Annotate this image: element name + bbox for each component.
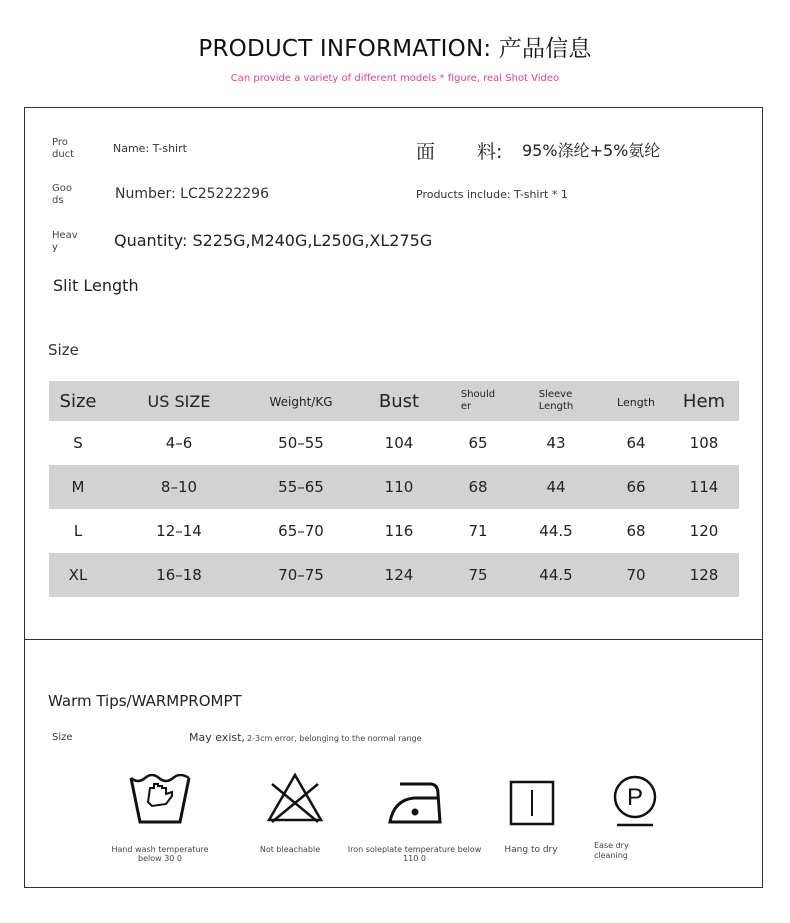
no-bleach-caption: Not bleachable xyxy=(259,845,321,854)
cell-length: 68 xyxy=(626,522,646,540)
header-bust: Bust xyxy=(378,390,420,412)
heavy-label: Heav y xyxy=(52,230,78,253)
slit-length: Slit Length xyxy=(53,276,139,295)
fabric-label-2: 料: xyxy=(477,141,503,163)
hand-wash-icon xyxy=(128,774,192,826)
cell-hem: 128 xyxy=(669,553,739,597)
cell-bust: 124 xyxy=(351,553,447,597)
page-subtitle: Can provide a variety of different models * figure, real Shot Video xyxy=(230,73,560,84)
size-section-label: Size xyxy=(48,341,79,359)
may-exist-text: May exist, xyxy=(189,731,245,744)
cell-us-size: 16–18 xyxy=(107,553,251,597)
dry-clean-icon xyxy=(611,773,659,829)
dry-clean-caption: Ease dry cleaning xyxy=(594,841,629,860)
hand-wash-caption: Hand wash temperature below 30 0 xyxy=(111,845,209,863)
fabric-value: 95%涤纶+5%氨纶 xyxy=(522,141,661,160)
cell-size: S xyxy=(73,434,83,452)
hang-dry-caption: Hang to dry xyxy=(504,845,558,855)
cell-us-size: 4–6 xyxy=(165,434,193,452)
cell-shoulder: 71 xyxy=(468,522,488,540)
page-title: PRODUCT INFORMATION: 产品信息 xyxy=(198,36,592,62)
cell-weight: 65–70 xyxy=(278,522,324,540)
header-hem: Hem xyxy=(682,390,726,412)
cell-sleeve: 44.5 xyxy=(509,553,603,597)
error-note: 2-3cm error, belonging to the normal range xyxy=(247,734,422,743)
table-row xyxy=(49,509,739,553)
header-size: Size xyxy=(59,390,97,412)
table-row xyxy=(49,553,739,597)
no-bleach-icon xyxy=(266,772,324,824)
cell-weight: 70–75 xyxy=(251,553,351,597)
cell-sleeve: 43 xyxy=(546,434,566,452)
header-sleeve-length: Sleeve Length xyxy=(538,389,574,412)
cell-bust: 116 xyxy=(384,522,414,540)
product-quantity: Quantity: S225G,M240G,L250G,XL275G xyxy=(114,231,433,250)
cell-hem: 114 xyxy=(669,465,739,509)
product-label: Pro duct xyxy=(52,137,75,160)
product-number: Number: LC25222296 xyxy=(115,186,269,202)
cell-bust: 104 xyxy=(384,434,414,452)
cell-shoulder: 75 xyxy=(447,553,509,597)
cell-us-size: 12–14 xyxy=(156,522,202,540)
cell-size: XL xyxy=(49,553,107,597)
cell-sleeve: 44 xyxy=(509,465,603,509)
header-weight: Weight/KG xyxy=(269,395,333,409)
cell-length: 66 xyxy=(603,465,669,509)
cell-weight: 55–65 xyxy=(251,465,351,509)
cell-length: 70 xyxy=(603,553,669,597)
goods-label: Goo ds xyxy=(52,183,72,206)
size-table-header xyxy=(49,381,739,421)
cell-sleeve: 44.5 xyxy=(539,522,573,540)
cell-size: L xyxy=(73,522,83,540)
size-table xyxy=(49,381,739,597)
cell-hem: 108 xyxy=(689,434,719,452)
table-row xyxy=(49,465,739,509)
header-us-size: US SIZE xyxy=(147,391,211,411)
cell-shoulder: 68 xyxy=(447,465,509,509)
iron-icon xyxy=(388,780,442,826)
table-row xyxy=(49,421,739,465)
cell-size: M xyxy=(49,465,107,509)
cell-weight: 50–55 xyxy=(278,434,324,452)
cell-hem: 120 xyxy=(689,522,719,540)
svg-text:P: P xyxy=(626,784,644,811)
header-length: Length xyxy=(617,396,655,409)
warm-tips-title: Warm Tips/WARMPROMPT xyxy=(48,692,242,710)
cell-shoulder: 65 xyxy=(468,434,488,452)
cell-bust: 110 xyxy=(351,465,447,509)
header-shoulder: Should er xyxy=(460,389,496,412)
product-name: Name: T-shirt xyxy=(113,142,187,155)
products-include: Products include: T-shirt * 1 xyxy=(416,188,568,201)
tips-size-label: Size xyxy=(52,732,73,743)
fabric-label-1: 面 xyxy=(416,141,436,163)
cell-us-size: 8–10 xyxy=(107,465,251,509)
iron-caption: Iron soleplate temperature below 110 0 xyxy=(347,845,482,863)
cell-length: 64 xyxy=(626,434,646,452)
hang-dry-icon xyxy=(509,780,555,826)
